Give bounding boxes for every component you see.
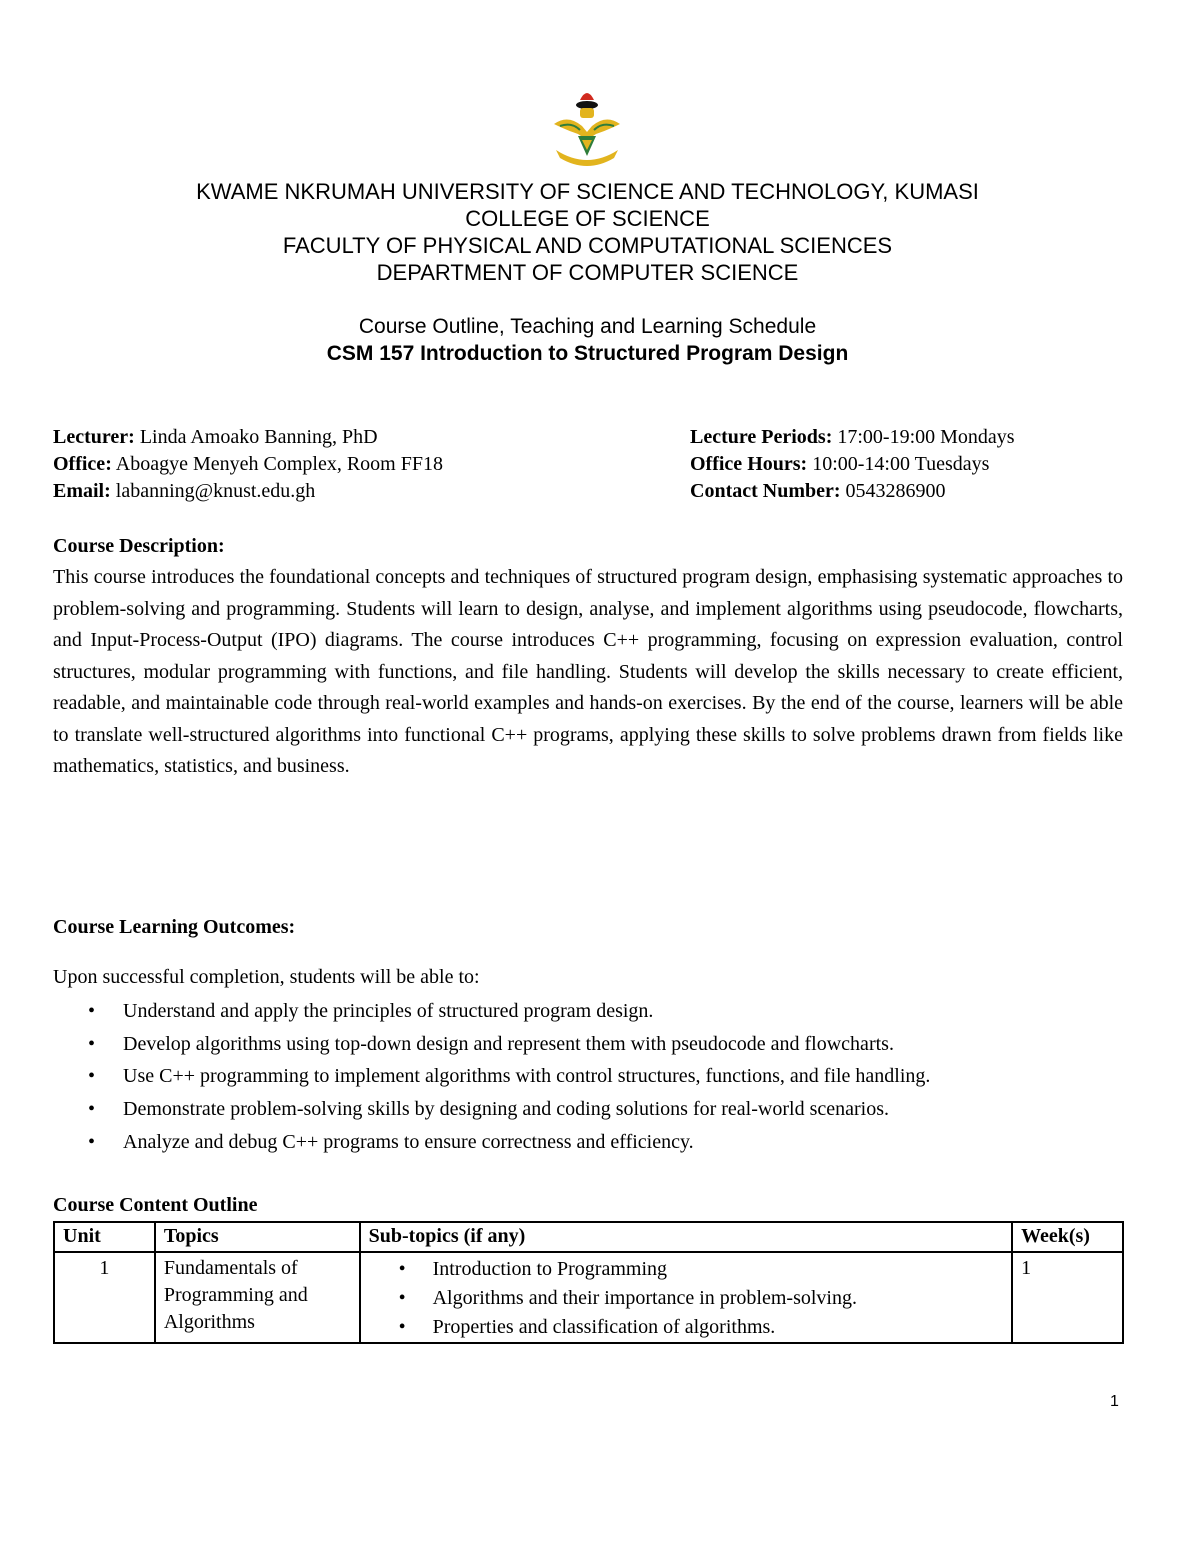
list-item: • Understand and apply the principles of structured program design. <box>88 996 930 1029</box>
faculty-name: FACULTY OF PHYSICAL AND COMPUTATIONAL SCIENCES <box>282 233 893 258</box>
content-heading: Course Content Outline <box>53 1194 258 1216</box>
list-item: • Properties and classification of algorithms. <box>369 1313 1003 1342</box>
course-content-table <box>53 1221 1124 1344</box>
college-name: COLLEGE OF SCIENCE <box>465 206 710 231</box>
contact-line <box>690 478 1015 505</box>
column-header-weeks: Week(s) <box>1012 1222 1123 1252</box>
contact-label: Contact Number: <box>690 480 841 502</box>
university-crest-logo <box>548 86 626 170</box>
column-header-subtopics: Sub-topics (if any) <box>360 1222 1012 1252</box>
outcomes-intro: Upon successful completion, students will be able to: <box>53 966 480 988</box>
description-heading: Course Description: <box>53 535 225 557</box>
page-number: 1 <box>1110 1393 1119 1410</box>
university-name: KWAME NKRUMAH UNIVERSITY OF SCIENCE AND TECHNOLOGY, KUMASI <box>196 179 979 204</box>
periods-value: 17:00-19:00 Mondays <box>832 426 1015 448</box>
weeks-cell: 1 <box>1012 1252 1123 1343</box>
table-header-row <box>54 1222 1123 1252</box>
title-schedule: Course Outline, Teaching and Learning Schedule <box>358 315 817 338</box>
lecturer-info <box>53 424 443 505</box>
email-value[interactable]: labanning@knust.edu.gh <box>110 480 316 502</box>
title-course: CSM 157 Introduction to Structured Program Design <box>326 342 849 365</box>
list-item: • Algorithms and their importance in problem-solving. <box>369 1284 1003 1313</box>
hours-value: 10:00-14:00 Tuesdays <box>807 453 990 475</box>
subtopics-cell <box>360 1252 1012 1343</box>
periods-label: Lecture Periods: <box>690 426 833 448</box>
lecturer-label: Lecturer: <box>53 426 135 448</box>
hours-label: Office Hours: <box>690 453 808 475</box>
office-line <box>53 451 443 478</box>
table-row <box>54 1252 1123 1343</box>
outcomes-list <box>88 996 930 1159</box>
list-item: • Demonstrate problem-solving skills by designing and coding solutions for real-world scenarios. <box>88 1094 930 1127</box>
department-name: DEPARTMENT OF COMPUTER SCIENCE <box>376 260 799 285</box>
lecturer-line <box>53 424 443 451</box>
office-label: Office: <box>53 453 112 475</box>
list-item: • Introduction to Programming <box>369 1255 1003 1284</box>
contact-value: 0543286900 <box>840 480 946 502</box>
email-label: Email: <box>53 480 111 502</box>
subtopics-list <box>369 1255 1003 1342</box>
list-item: • Use C++ programming to implement algorithms with control structures, functions, and file handling. <box>88 1061 930 1094</box>
office-value: Aboagye Menyeh Complex, Room FF18 <box>111 453 443 475</box>
description-text: This course introduces the foundational concepts and techniques of structured program design, emphasising systematic approaches to problem-solving and programming. Students will learn to design, analyse, and implement algorithms using pseudocode, flowcharts, and Input-Process-Output (IPO) diagrams. The course introduces C++ programming, focusing on expression evaluation, control structures, modular programming with functions, and file handling. Students will develop the skills necessary to create efficient, readable, and maintainable code through real-world examples and hands-on exercises. By the end of the course, learners will be able to translate well-structured algorithms into functional C++ programs, applying these skills to solve problems drawn from fields like mathematics, statistics, and business. <box>53 566 1123 777</box>
email-line <box>53 478 443 505</box>
schedule-info <box>690 424 1015 505</box>
institution-header <box>0 178 1175 286</box>
topic-cell: Fundamentals of Programming and Algorithms <box>155 1252 360 1343</box>
lecturer-value: Linda Amoako Banning, PhD <box>134 426 378 448</box>
hours-line <box>690 451 1015 478</box>
periods-line <box>690 424 1015 451</box>
list-item: • Analyze and debug C++ programs to ensure correctness and efficiency. <box>88 1127 930 1160</box>
column-header-unit: Unit <box>54 1222 155 1252</box>
column-header-topics: Topics <box>155 1222 360 1252</box>
unit-cell: 1 <box>54 1252 155 1343</box>
outcomes-heading: Course Learning Outcomes: <box>53 916 296 938</box>
list-item: • Develop algorithms using top-down design and represent them with pseudocode and flowcharts. <box>88 1029 930 1062</box>
document-title <box>0 313 1175 367</box>
